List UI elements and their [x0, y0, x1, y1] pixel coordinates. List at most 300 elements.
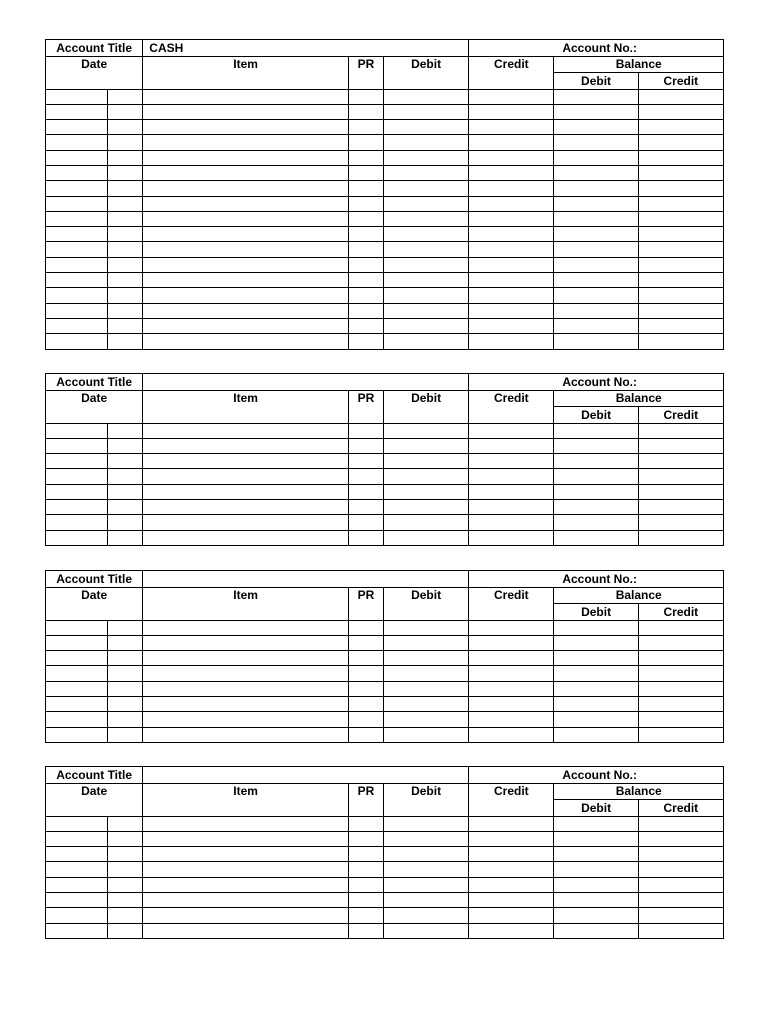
- balance-credit-cell[interactable]: [638, 877, 723, 892]
- date-day-cell[interactable]: [108, 196, 143, 211]
- account-title-field[interactable]: [143, 571, 469, 588]
- item-cell[interactable]: [143, 816, 349, 831]
- pr-cell[interactable]: [348, 727, 383, 742]
- pr-cell[interactable]: [348, 847, 383, 862]
- debit-cell[interactable]: [383, 150, 468, 165]
- balance-debit-cell[interactable]: [554, 454, 638, 469]
- balance-credit-cell[interactable]: [638, 89, 723, 104]
- credit-cell[interactable]: [469, 484, 554, 499]
- date-day-cell[interactable]: [108, 908, 143, 923]
- balance-debit-cell[interactable]: [554, 530, 638, 545]
- date-day-cell[interactable]: [108, 469, 143, 484]
- date-month-cell[interactable]: [46, 165, 108, 180]
- balance-credit-cell[interactable]: [638, 635, 723, 650]
- item-cell[interactable]: [143, 227, 349, 242]
- date-month-cell[interactable]: [46, 847, 108, 862]
- balance-credit-cell[interactable]: [638, 892, 723, 907]
- pr-cell[interactable]: [348, 635, 383, 650]
- item-cell[interactable]: [143, 257, 349, 272]
- date-month-cell[interactable]: [46, 666, 108, 681]
- credit-cell[interactable]: [469, 423, 554, 438]
- debit-cell[interactable]: [383, 273, 468, 288]
- date-day-cell[interactable]: [108, 120, 143, 135]
- debit-cell[interactable]: [383, 120, 468, 135]
- balance-debit-cell[interactable]: [554, 727, 638, 742]
- item-cell[interactable]: [143, 908, 349, 923]
- pr-cell[interactable]: [348, 515, 383, 530]
- balance-debit-cell[interactable]: [554, 666, 638, 681]
- pr-cell[interactable]: [348, 831, 383, 846]
- debit-cell[interactable]: [383, 635, 468, 650]
- date-day-cell[interactable]: [108, 257, 143, 272]
- account-title-field[interactable]: CASH: [143, 40, 469, 57]
- balance-credit-cell[interactable]: [638, 620, 723, 635]
- debit-cell[interactable]: [383, 318, 468, 333]
- debit-cell[interactable]: [383, 242, 468, 257]
- debit-cell[interactable]: [383, 104, 468, 119]
- date-day-cell[interactable]: [108, 847, 143, 862]
- pr-cell[interactable]: [348, 196, 383, 211]
- pr-cell[interactable]: [348, 923, 383, 938]
- date-month-cell[interactable]: [46, 862, 108, 877]
- item-cell[interactable]: [143, 135, 349, 150]
- debit-cell[interactable]: [383, 499, 468, 514]
- item-cell[interactable]: [143, 484, 349, 499]
- pr-cell[interactable]: [348, 499, 383, 514]
- date-day-cell[interactable]: [108, 288, 143, 303]
- balance-debit-cell[interactable]: [554, 334, 638, 349]
- balance-credit-cell[interactable]: [638, 211, 723, 226]
- date-month-cell[interactable]: [46, 469, 108, 484]
- balance-credit-cell[interactable]: [638, 288, 723, 303]
- credit-cell[interactable]: [469, 227, 554, 242]
- debit-cell[interactable]: [383, 196, 468, 211]
- balance-debit-cell[interactable]: [554, 862, 638, 877]
- item-cell[interactable]: [143, 499, 349, 514]
- item-cell[interactable]: [143, 635, 349, 650]
- item-cell[interactable]: [143, 150, 349, 165]
- balance-debit-cell[interactable]: [554, 181, 638, 196]
- date-month-cell[interactable]: [46, 635, 108, 650]
- balance-debit-cell[interactable]: [554, 242, 638, 257]
- debit-cell[interactable]: [383, 727, 468, 742]
- credit-cell[interactable]: [469, 334, 554, 349]
- item-cell[interactable]: [143, 847, 349, 862]
- balance-debit-cell[interactable]: [554, 196, 638, 211]
- pr-cell[interactable]: [348, 908, 383, 923]
- balance-debit-cell[interactable]: [554, 484, 638, 499]
- balance-debit-cell[interactable]: [554, 816, 638, 831]
- date-day-cell[interactable]: [108, 334, 143, 349]
- balance-credit-cell[interactable]: [638, 438, 723, 453]
- pr-cell[interactable]: [348, 666, 383, 681]
- balance-credit-cell[interactable]: [638, 831, 723, 846]
- balance-debit-cell[interactable]: [554, 712, 638, 727]
- balance-credit-cell[interactable]: [638, 334, 723, 349]
- balance-debit-cell[interactable]: [554, 104, 638, 119]
- debit-cell[interactable]: [383, 135, 468, 150]
- date-month-cell[interactable]: [46, 135, 108, 150]
- balance-debit-cell[interactable]: [554, 257, 638, 272]
- date-month-cell[interactable]: [46, 877, 108, 892]
- balance-credit-cell[interactable]: [638, 273, 723, 288]
- balance-debit-cell[interactable]: [554, 273, 638, 288]
- pr-cell[interactable]: [348, 89, 383, 104]
- pr-cell[interactable]: [348, 530, 383, 545]
- pr-cell[interactable]: [348, 862, 383, 877]
- balance-debit-cell[interactable]: [554, 923, 638, 938]
- credit-cell[interactable]: [469, 211, 554, 226]
- pr-cell[interactable]: [348, 135, 383, 150]
- balance-credit-cell[interactable]: [638, 242, 723, 257]
- date-day-cell[interactable]: [108, 862, 143, 877]
- item-cell[interactable]: [143, 651, 349, 666]
- credit-cell[interactable]: [469, 469, 554, 484]
- date-day-cell[interactable]: [108, 831, 143, 846]
- item-cell[interactable]: [143, 89, 349, 104]
- date-month-cell[interactable]: [46, 150, 108, 165]
- debit-cell[interactable]: [383, 651, 468, 666]
- credit-cell[interactable]: [469, 727, 554, 742]
- date-day-cell[interactable]: [108, 318, 143, 333]
- balance-credit-cell[interactable]: [638, 318, 723, 333]
- debit-cell[interactable]: [383, 89, 468, 104]
- item-cell[interactable]: [143, 696, 349, 711]
- credit-cell[interactable]: [469, 273, 554, 288]
- balance-debit-cell[interactable]: [554, 150, 638, 165]
- date-month-cell[interactable]: [46, 423, 108, 438]
- pr-cell[interactable]: [348, 892, 383, 907]
- item-cell[interactable]: [143, 211, 349, 226]
- date-month-cell[interactable]: [46, 530, 108, 545]
- balance-credit-cell[interactable]: [638, 150, 723, 165]
- item-cell[interactable]: [143, 104, 349, 119]
- debit-cell[interactable]: [383, 923, 468, 938]
- date-day-cell[interactable]: [108, 438, 143, 453]
- credit-cell[interactable]: [469, 908, 554, 923]
- debit-cell[interactable]: [383, 469, 468, 484]
- item-cell[interactable]: [143, 288, 349, 303]
- balance-debit-cell[interactable]: [554, 831, 638, 846]
- balance-debit-cell[interactable]: [554, 211, 638, 226]
- pr-cell[interactable]: [348, 257, 383, 272]
- date-month-cell[interactable]: [46, 273, 108, 288]
- balance-credit-cell[interactable]: [638, 469, 723, 484]
- date-day-cell[interactable]: [108, 651, 143, 666]
- date-month-cell[interactable]: [46, 242, 108, 257]
- date-day-cell[interactable]: [108, 923, 143, 938]
- item-cell[interactable]: [143, 196, 349, 211]
- debit-cell[interactable]: [383, 908, 468, 923]
- balance-credit-cell[interactable]: [638, 303, 723, 318]
- date-month-cell[interactable]: [46, 620, 108, 635]
- debit-cell[interactable]: [383, 484, 468, 499]
- credit-cell[interactable]: [469, 438, 554, 453]
- credit-cell[interactable]: [469, 165, 554, 180]
- balance-credit-cell[interactable]: [638, 816, 723, 831]
- date-month-cell[interactable]: [46, 303, 108, 318]
- item-cell[interactable]: [143, 515, 349, 530]
- item-cell[interactable]: [143, 831, 349, 846]
- date-day-cell[interactable]: [108, 227, 143, 242]
- credit-cell[interactable]: [469, 681, 554, 696]
- item-cell[interactable]: [143, 620, 349, 635]
- date-day-cell[interactable]: [108, 454, 143, 469]
- balance-credit-cell[interactable]: [638, 135, 723, 150]
- credit-cell[interactable]: [469, 104, 554, 119]
- date-day-cell[interactable]: [108, 135, 143, 150]
- balance-debit-cell[interactable]: [554, 877, 638, 892]
- balance-credit-cell[interactable]: [638, 666, 723, 681]
- credit-cell[interactable]: [469, 318, 554, 333]
- balance-credit-cell[interactable]: [638, 515, 723, 530]
- date-day-cell[interactable]: [108, 165, 143, 180]
- debit-cell[interactable]: [383, 423, 468, 438]
- pr-cell[interactable]: [348, 181, 383, 196]
- date-month-cell[interactable]: [46, 104, 108, 119]
- item-cell[interactable]: [143, 666, 349, 681]
- balance-credit-cell[interactable]: [638, 908, 723, 923]
- balance-debit-cell[interactable]: [554, 681, 638, 696]
- date-day-cell[interactable]: [108, 104, 143, 119]
- date-month-cell[interactable]: [46, 181, 108, 196]
- credit-cell[interactable]: [469, 651, 554, 666]
- pr-cell[interactable]: [348, 484, 383, 499]
- item-cell[interactable]: [143, 423, 349, 438]
- debit-cell[interactable]: [383, 438, 468, 453]
- date-month-cell[interactable]: [46, 727, 108, 742]
- debit-cell[interactable]: [383, 620, 468, 635]
- date-month-cell[interactable]: [46, 454, 108, 469]
- balance-debit-cell[interactable]: [554, 303, 638, 318]
- date-day-cell[interactable]: [108, 273, 143, 288]
- balance-debit-cell[interactable]: [554, 908, 638, 923]
- credit-cell[interactable]: [469, 862, 554, 877]
- pr-cell[interactable]: [348, 150, 383, 165]
- debit-cell[interactable]: [383, 515, 468, 530]
- pr-cell[interactable]: [348, 227, 383, 242]
- account-title-field[interactable]: [143, 374, 469, 391]
- pr-cell[interactable]: [348, 423, 383, 438]
- balance-debit-cell[interactable]: [554, 469, 638, 484]
- item-cell[interactable]: [143, 681, 349, 696]
- account-no-field[interactable]: Account No.:: [469, 374, 724, 391]
- date-day-cell[interactable]: [108, 892, 143, 907]
- pr-cell[interactable]: [348, 211, 383, 226]
- debit-cell[interactable]: [383, 303, 468, 318]
- balance-credit-cell[interactable]: [638, 484, 723, 499]
- credit-cell[interactable]: [469, 499, 554, 514]
- credit-cell[interactable]: [469, 515, 554, 530]
- item-cell[interactable]: [143, 712, 349, 727]
- pr-cell[interactable]: [348, 696, 383, 711]
- debit-cell[interactable]: [383, 288, 468, 303]
- date-month-cell[interactable]: [46, 196, 108, 211]
- credit-cell[interactable]: [469, 877, 554, 892]
- item-cell[interactable]: [143, 454, 349, 469]
- date-month-cell[interactable]: [46, 288, 108, 303]
- debit-cell[interactable]: [383, 227, 468, 242]
- debit-cell[interactable]: [383, 211, 468, 226]
- date-day-cell[interactable]: [108, 515, 143, 530]
- date-day-cell[interactable]: [108, 696, 143, 711]
- debit-cell[interactable]: [383, 181, 468, 196]
- date-day-cell[interactable]: [108, 666, 143, 681]
- item-cell[interactable]: [143, 877, 349, 892]
- debit-cell[interactable]: [383, 877, 468, 892]
- pr-cell[interactable]: [348, 104, 383, 119]
- balance-credit-cell[interactable]: [638, 181, 723, 196]
- pr-cell[interactable]: [348, 165, 383, 180]
- account-title-field[interactable]: [143, 767, 469, 784]
- credit-cell[interactable]: [469, 712, 554, 727]
- credit-cell[interactable]: [469, 816, 554, 831]
- date-day-cell[interactable]: [108, 89, 143, 104]
- debit-cell[interactable]: [383, 334, 468, 349]
- item-cell[interactable]: [143, 273, 349, 288]
- date-day-cell[interactable]: [108, 620, 143, 635]
- balance-debit-cell[interactable]: [554, 227, 638, 242]
- date-month-cell[interactable]: [46, 334, 108, 349]
- credit-cell[interactable]: [469, 120, 554, 135]
- item-cell[interactable]: [143, 334, 349, 349]
- date-month-cell[interactable]: [46, 257, 108, 272]
- debit-cell[interactable]: [383, 681, 468, 696]
- credit-cell[interactable]: [469, 923, 554, 938]
- pr-cell[interactable]: [348, 242, 383, 257]
- balance-credit-cell[interactable]: [638, 530, 723, 545]
- debit-cell[interactable]: [383, 712, 468, 727]
- pr-cell[interactable]: [348, 454, 383, 469]
- date-month-cell[interactable]: [46, 120, 108, 135]
- date-month-cell[interactable]: [46, 892, 108, 907]
- credit-cell[interactable]: [469, 135, 554, 150]
- date-day-cell[interactable]: [108, 150, 143, 165]
- item-cell[interactable]: [143, 469, 349, 484]
- balance-credit-cell[interactable]: [638, 104, 723, 119]
- debit-cell[interactable]: [383, 816, 468, 831]
- balance-credit-cell[interactable]: [638, 727, 723, 742]
- date-day-cell[interactable]: [108, 181, 143, 196]
- date-month-cell[interactable]: [46, 89, 108, 104]
- date-day-cell[interactable]: [108, 530, 143, 545]
- date-day-cell[interactable]: [108, 484, 143, 499]
- balance-credit-cell[interactable]: [638, 165, 723, 180]
- balance-credit-cell[interactable]: [638, 847, 723, 862]
- date-month-cell[interactable]: [46, 831, 108, 846]
- date-day-cell[interactable]: [108, 242, 143, 257]
- pr-cell[interactable]: [348, 816, 383, 831]
- date-day-cell[interactable]: [108, 303, 143, 318]
- balance-credit-cell[interactable]: [638, 227, 723, 242]
- balance-credit-cell[interactable]: [638, 499, 723, 514]
- date-day-cell[interactable]: [108, 712, 143, 727]
- date-month-cell[interactable]: [46, 484, 108, 499]
- pr-cell[interactable]: [348, 877, 383, 892]
- account-no-field[interactable]: Account No.:: [469, 40, 724, 57]
- credit-cell[interactable]: [469, 620, 554, 635]
- balance-credit-cell[interactable]: [638, 712, 723, 727]
- pr-cell[interactable]: [348, 273, 383, 288]
- item-cell[interactable]: [143, 923, 349, 938]
- debit-cell[interactable]: [383, 696, 468, 711]
- debit-cell[interactable]: [383, 165, 468, 180]
- date-month-cell[interactable]: [46, 712, 108, 727]
- item-cell[interactable]: [143, 530, 349, 545]
- item-cell[interactable]: [143, 242, 349, 257]
- balance-debit-cell[interactable]: [554, 499, 638, 514]
- credit-cell[interactable]: [469, 530, 554, 545]
- balance-credit-cell[interactable]: [638, 257, 723, 272]
- pr-cell[interactable]: [348, 651, 383, 666]
- date-month-cell[interactable]: [46, 211, 108, 226]
- date-day-cell[interactable]: [108, 423, 143, 438]
- balance-debit-cell[interactable]: [554, 515, 638, 530]
- account-no-field[interactable]: Account No.:: [469, 571, 724, 588]
- date-month-cell[interactable]: [46, 318, 108, 333]
- credit-cell[interactable]: [469, 454, 554, 469]
- date-month-cell[interactable]: [46, 515, 108, 530]
- balance-debit-cell[interactable]: [554, 165, 638, 180]
- debit-cell[interactable]: [383, 257, 468, 272]
- balance-credit-cell[interactable]: [638, 454, 723, 469]
- balance-debit-cell[interactable]: [554, 438, 638, 453]
- pr-cell[interactable]: [348, 318, 383, 333]
- date-month-cell[interactable]: [46, 438, 108, 453]
- debit-cell[interactable]: [383, 862, 468, 877]
- credit-cell[interactable]: [469, 303, 554, 318]
- item-cell[interactable]: [143, 303, 349, 318]
- date-day-cell[interactable]: [108, 635, 143, 650]
- balance-credit-cell[interactable]: [638, 923, 723, 938]
- item-cell[interactable]: [143, 862, 349, 877]
- debit-cell[interactable]: [383, 666, 468, 681]
- credit-cell[interactable]: [469, 288, 554, 303]
- balance-credit-cell[interactable]: [638, 696, 723, 711]
- date-day-cell[interactable]: [108, 211, 143, 226]
- date-day-cell[interactable]: [108, 499, 143, 514]
- credit-cell[interactable]: [469, 696, 554, 711]
- balance-debit-cell[interactable]: [554, 847, 638, 862]
- balance-debit-cell[interactable]: [554, 318, 638, 333]
- balance-debit-cell[interactable]: [554, 620, 638, 635]
- debit-cell[interactable]: [383, 847, 468, 862]
- date-month-cell[interactable]: [46, 908, 108, 923]
- item-cell[interactable]: [143, 165, 349, 180]
- date-day-cell[interactable]: [108, 681, 143, 696]
- balance-debit-cell[interactable]: [554, 696, 638, 711]
- balance-debit-cell[interactable]: [554, 635, 638, 650]
- balance-debit-cell[interactable]: [554, 120, 638, 135]
- date-month-cell[interactable]: [46, 499, 108, 514]
- balance-credit-cell[interactable]: [638, 681, 723, 696]
- pr-cell[interactable]: [348, 334, 383, 349]
- date-month-cell[interactable]: [46, 651, 108, 666]
- date-day-cell[interactable]: [108, 877, 143, 892]
- credit-cell[interactable]: [469, 847, 554, 862]
- credit-cell[interactable]: [469, 635, 554, 650]
- debit-cell[interactable]: [383, 892, 468, 907]
- debit-cell[interactable]: [383, 831, 468, 846]
- pr-cell[interactable]: [348, 712, 383, 727]
- item-cell[interactable]: [143, 727, 349, 742]
- pr-cell[interactable]: [348, 681, 383, 696]
- item-cell[interactable]: [143, 181, 349, 196]
- credit-cell[interactable]: [469, 150, 554, 165]
- pr-cell[interactable]: [348, 288, 383, 303]
- pr-cell[interactable]: [348, 303, 383, 318]
- balance-credit-cell[interactable]: [638, 862, 723, 877]
